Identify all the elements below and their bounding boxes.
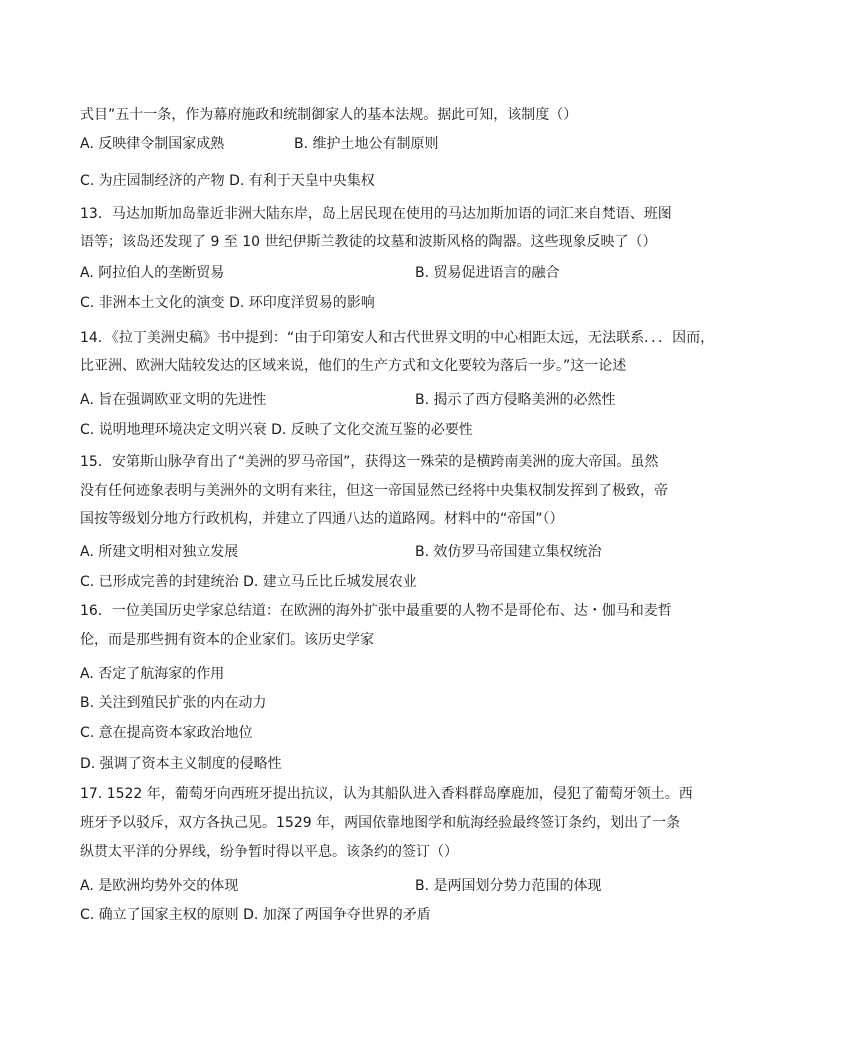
q15-option-b: B. 效仿罗马帝国建立集权统治 [415,544,602,560]
q17-option-a: A. 是欧洲均势外交的体现 [80,878,239,894]
q14-option-cd: C. 说明地理环境决定文明兴衰 D. 反映了文化交流互鉴的必要性 [80,422,473,438]
q15-option-a: A. 所建文明相对独立发展 [80,544,239,560]
q12-option-cd: C. 为庄园制经济的产物 D. 有利于天皇中央集权 [80,173,375,189]
q16-option-a: A. 否定了航海家的作用 [80,666,225,682]
q17-option-cd: C. 确立了国家主权的原则 D. 加深了两国争夺世界的矛盾 [80,907,431,923]
q16-stem-line-1: 16．一位美国历史学家总结道：在欧洲的海外扩张中最重要的人物不是哥伦布、达・伽马和麦哲 [80,603,672,619]
q13-option-cd: C. 非洲本土文化的演变 D. 环印度洋贸易的影响 [80,295,375,311]
q15-stem-line-1: 15．安第斯山脉孕育出了“美洲的罗马帝国”，获得这一殊荣的是横跨南美洲的庞大帝国。虽然 [80,454,659,470]
q16-option-d: D. 强调了资本主义制度的侵略性 [80,756,282,772]
q12-stem-line: 式目”五十一条，作为幕府施政和统制御家人的基本法规。据此可知，该制度（） [80,107,578,123]
q14-stem-line-1: 14．《拉丁美洲史稿》书中提到：“由于印第安人和古代世界文明的中心相距太远，无法联系．．．因而， [80,330,715,346]
q15-stem-line-2: 没有任何迹象表明与美洲外的文明有来往，但这一帝国显然已经将中央集权制发挥到了极致，帝 [80,483,668,499]
q17-stem-line-1: 17. 1522 年，葡萄牙向西班牙提出抗议，认为其船队进入香料群岛摩鹿加，侵犯了葡萄牙领土。西 [80,786,693,802]
q17-option-b: B. 是两国划分势力范围的体现 [415,878,602,894]
q14-option-a: A. 旨在强调欧亚文明的先进性 [80,392,267,408]
q12-option-a: A. 反映律令制国家成熟 [80,136,225,152]
q14-option-b: B. 揭示了西方侵略美洲的必然性 [415,392,616,408]
q13-stem-line-1: 13．马达加斯加岛靠近非洲大陆东岸，岛上居民现在使用的马达加斯加语的词汇来自梵语、班图 [80,206,672,222]
q16-option-b: B. 关注到殖民扩张的内在动力 [80,695,267,711]
q17-stem-line-2: 班牙予以驳斥，双方各执己见。1529 年，两国依靠地图学和航海经验最终签订条约，划出了一条 [80,815,681,831]
q14-stem-line-2: 比亚洲、欧洲大陆较发达的区域来说，他们的生产方式和文化要较为落后一步。”这一论述 [80,358,627,374]
q16-stem-line-2: 伦，而是那些拥有资本的企业家们。该历史学家 [80,632,374,648]
q13-option-b: B. 贸易促进语言的融合 [415,265,560,281]
q13-option-a: A. 阿拉伯人的垄断贸易 [80,265,225,281]
q15-option-cd: C. 已形成完善的封建统治 D. 建立马丘比丘城发展农业 [80,574,417,590]
q15-stem-line-3: 国按等级划分地方行政机构，并建立了四通八达的道路网。材料中的“帝国”（） [80,511,564,527]
q13-stem-line-2: 语等；该岛还发现了 9 至 10 世纪伊斯兰教徒的坟墓和波斯风格的陶器。这些现象反映了（） [80,234,657,250]
q17-stem-line-3: 纵贯太平洋的分界线，纷争暂时得以平息。该条约的签订（） [80,844,458,860]
q16-option-c: C. 意在提高资本家政治地位 [80,725,253,741]
q12-option-b: B. 维护土地公有制原则 [294,136,439,152]
